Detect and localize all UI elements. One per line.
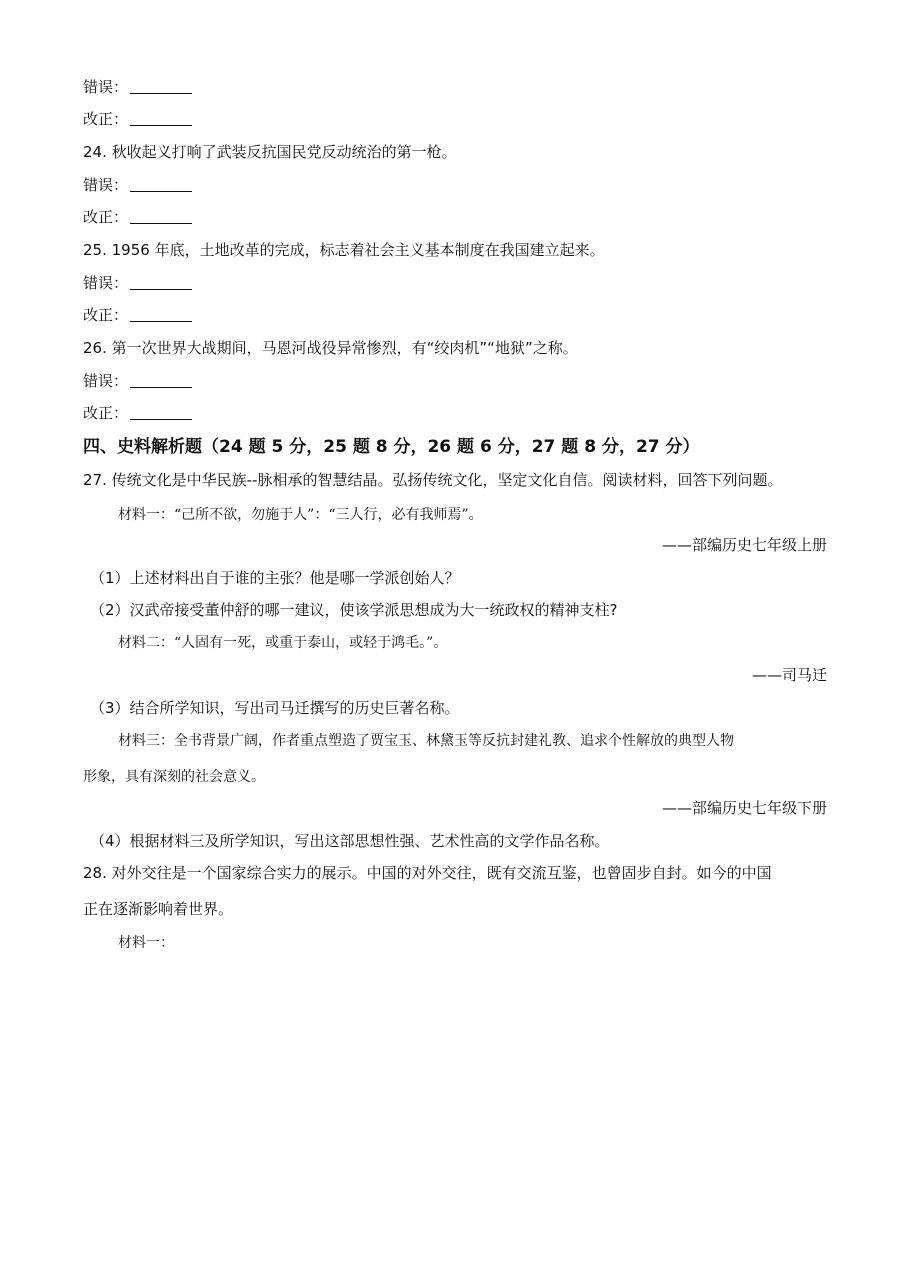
fix-line-24 [83,207,192,227]
fix-label: 改正： [83,208,129,226]
source-2: ——司马迁 [751,666,827,684]
source-1: ——部编历史七年级上册 [661,536,827,554]
question-27-intro: 27. 传统文化是中华民族--脉相承的智慧结晶。弘扬传统文化，坚定文化自信。阅读材料，回答下列问题。 [83,471,783,489]
error-line-24 [83,175,192,195]
section-heading: 四、史料解析题（24 题 5 分，25 题 8 分，26 题 6 分，27 题 8 分，27 分） [83,437,700,457]
error-line-26 [83,371,192,391]
fix-line-25 [83,305,192,325]
question-26: 26. 第一次世界大战期间，马恩河战役异常惨烈，有“绞肉机”“地狱”之称。 [83,339,578,357]
question-28-intro-line-2: 正在逐渐影响着世界。 [83,900,234,918]
error-line-25 [83,273,192,293]
sub-question-3: （3）结合所学知识，写出司马迁撰写的历史巨著名称。 [90,699,460,717]
fix-label: 改正： [83,306,129,324]
material-3-line-2: 形象，具有深刻的社会意义。 [83,769,265,785]
fix-label: 改正： [83,404,129,422]
error-label: 错误： [83,176,129,194]
question-24: 24. 秋收起义打响了武装反抗国民党反动统治的第一枪。 [83,143,457,161]
error-label: 错误： [83,78,129,96]
sub-question-1: （1）上述材料出自于谁的主张？他是哪一学派创始人？ [90,569,460,587]
material-1: 材料一：“己所不欲，勿施于人”：“三人行，必有我师焉”。 [118,507,483,523]
fix-line-23 [83,109,192,129]
source-3: ——部编历史七年级下册 [661,799,827,817]
material-3-line-1: 材料三：全书背景广阔，作者重点塑造了贾宝玉、林黛玉等反抗封建礼教、追求个性解放的典型人物 [118,733,734,749]
fix-blank[interactable] [130,110,192,126]
question-28-intro-line-1: 28. 对外交往是一个国家综合实力的展示。中国的对外交往，既有交流互鉴，也曾固步自封。如今的中国 [83,864,772,882]
fix-blank[interactable] [130,208,192,224]
material-2: 材料二：“人固有一死，或重于泰山，或轻于鸿毛。”。 [118,635,448,651]
fix-blank[interactable] [130,306,192,322]
error-label: 错误： [83,274,129,292]
fix-line-26 [83,403,192,423]
error-line-23 [83,77,192,97]
error-label: 错误： [83,372,129,390]
question-28-material-1: 材料一： [118,935,174,951]
sub-question-2: （2）汉武帝接受董仲舒的哪一建议，使该学派思想成为大一统政权的精神支柱? [90,601,618,619]
fix-label: 改正： [83,110,129,128]
error-blank[interactable] [130,274,192,290]
question-25: 25. 1956 年底，土地改革的完成，标志着社会主义基本制度在我国建立起来。 [83,241,605,259]
error-blank[interactable] [130,78,192,94]
sub-question-4: （4）根据材料三及所学知识，写出这部思想性强、艺术性高的文学作品名称。 [90,832,610,850]
fix-blank[interactable] [130,404,192,420]
error-blank[interactable] [130,176,192,192]
error-blank[interactable] [130,372,192,388]
